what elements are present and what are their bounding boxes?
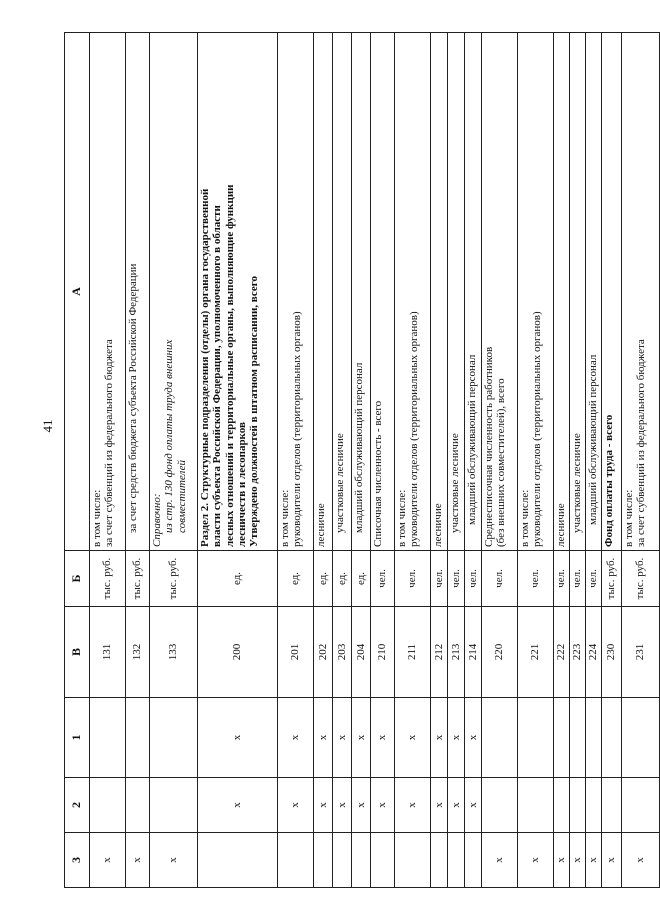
cell-c1 xyxy=(554,698,570,778)
cell-code: 213 xyxy=(448,607,465,698)
cell-indicator xyxy=(278,33,314,551)
cell-c3: х xyxy=(602,833,622,888)
cell-unit: ед. xyxy=(352,551,371,607)
cell-c2 xyxy=(622,778,660,833)
indicator-line: участковые лесничие xyxy=(571,433,583,533)
cell-indicator xyxy=(431,33,448,551)
cell-c3 xyxy=(395,833,431,888)
cell-c1 xyxy=(150,698,198,778)
cell-indicator xyxy=(554,33,570,551)
cell-c3 xyxy=(431,833,448,888)
cell-c1: х xyxy=(465,698,482,778)
cell-c2: х xyxy=(448,778,465,833)
indicator-line: совместителей xyxy=(175,460,188,533)
cell-unit: тыс. руб. xyxy=(622,551,660,607)
indicator-line: Справочно: xyxy=(151,493,163,547)
cell-c1 xyxy=(586,698,602,778)
cell-c3: х xyxy=(482,833,518,888)
cell-unit: тыс. руб. xyxy=(126,551,150,607)
cell-c1: х xyxy=(278,698,314,778)
cell-c1 xyxy=(482,698,518,778)
table-row xyxy=(90,33,126,888)
indicator-line: младший обслуживающий персонал xyxy=(587,354,599,525)
table-row xyxy=(198,33,278,888)
cell-c1 xyxy=(622,698,660,778)
cell-code: 223 xyxy=(570,607,586,698)
indicator-line: младший обслуживающий персонал xyxy=(466,354,478,525)
indicator-line: Фонд оплаты труда - всего xyxy=(603,414,615,547)
cell-c3 xyxy=(333,833,352,888)
cell-code: 222 xyxy=(554,607,570,698)
cell-c3 xyxy=(278,833,314,888)
indicator-line: из стр. 130 фонд оплаты труда внешних xyxy=(163,339,176,533)
table-row xyxy=(518,33,554,888)
table-row xyxy=(482,33,518,888)
cell-unit: ед. xyxy=(198,551,278,607)
table-row xyxy=(278,33,314,888)
cell-unit: чел. xyxy=(448,551,465,607)
cell-c2 xyxy=(90,778,126,833)
indicator-line: участковые лесничие xyxy=(334,433,346,533)
cell-c2 xyxy=(554,778,570,833)
indicator-line: лесничие xyxy=(432,503,444,547)
table-row xyxy=(554,33,570,888)
cell-unit: тыс. руб. xyxy=(602,551,622,607)
cell-c1: х xyxy=(198,698,278,778)
cell-indicator xyxy=(602,33,622,551)
cell-c2: х xyxy=(333,778,352,833)
table-row xyxy=(622,33,660,888)
cell-code: 221 xyxy=(518,607,554,698)
cell-indicator xyxy=(482,33,518,551)
cell-c2: х xyxy=(198,778,278,833)
table-row xyxy=(570,33,586,888)
cell-code: 212 xyxy=(431,607,448,698)
cell-c2: х xyxy=(395,778,431,833)
cell-indicator xyxy=(570,33,586,551)
cell-c2: х xyxy=(465,778,482,833)
table-row xyxy=(431,33,448,888)
column-header-6: 3 xyxy=(65,833,90,888)
cell-indicator xyxy=(465,33,482,551)
cell-unit: чел. xyxy=(395,551,431,607)
cell-unit: чел. xyxy=(465,551,482,607)
cell-code: 204 xyxy=(352,607,371,698)
indicator-line: Раздел 2. Структурные подразделения (отделы) органа государственной xyxy=(199,188,211,547)
indicator-line: руководители отделов (территориальных органов) xyxy=(291,311,304,547)
cell-c3 xyxy=(314,833,333,888)
column-header-2: Б xyxy=(65,551,90,607)
cell-c2 xyxy=(126,778,150,833)
cell-c1 xyxy=(602,698,622,778)
indicator-line: за счет субвенций из федерального бюджета xyxy=(635,339,648,547)
cell-c3: х xyxy=(90,833,126,888)
cell-indicator xyxy=(448,33,465,551)
cell-code: 220 xyxy=(482,607,518,698)
indicator-line: за счет субвенций из федерального бюджета xyxy=(103,339,116,547)
cell-c2 xyxy=(518,778,554,833)
indicator-line: в том числе: xyxy=(279,489,291,547)
cell-unit: чел. xyxy=(482,551,518,607)
indicator-line: лесничеств и лесопарков xyxy=(235,422,248,547)
cell-code: 224 xyxy=(586,607,602,698)
cell-code: 211 xyxy=(395,607,431,698)
indicator-line: за счет средств бюджета субъекта Российской Федерации xyxy=(127,263,139,533)
cell-unit: чел. xyxy=(431,551,448,607)
cell-indicator xyxy=(198,33,278,551)
column-header-3: В xyxy=(65,607,90,698)
table-body xyxy=(90,33,660,888)
indicator-line: участковые лесничие xyxy=(449,433,461,533)
cell-c2: х xyxy=(314,778,333,833)
table-row xyxy=(465,33,482,888)
cell-code: 133 xyxy=(150,607,198,698)
cell-indicator xyxy=(586,33,602,551)
cell-unit: чел. xyxy=(371,551,395,607)
cell-indicator xyxy=(371,33,395,551)
indicator-line: руководители отделов (территориальных органов) xyxy=(408,311,421,547)
cell-c3: х xyxy=(518,833,554,888)
table-row xyxy=(602,33,622,888)
cell-c2 xyxy=(586,778,602,833)
indicator-line: власти субъекта Российской Федерации, уполномоченного в области xyxy=(211,205,224,547)
column-header-1: А xyxy=(65,33,90,551)
indicator-line: (без внешних совместителей), всего xyxy=(495,378,508,547)
cell-c1: х xyxy=(431,698,448,778)
table-row xyxy=(586,33,602,888)
page-number: 41 xyxy=(40,419,55,433)
column-header-4: 1 xyxy=(65,698,90,778)
table-row xyxy=(333,33,352,888)
table-row xyxy=(126,33,150,888)
cell-indicator xyxy=(150,33,198,551)
cell-c1: х xyxy=(395,698,431,778)
cell-c1: х xyxy=(333,698,352,778)
table-row xyxy=(314,33,333,888)
cell-c3: х xyxy=(622,833,660,888)
cell-unit: чел. xyxy=(586,551,602,607)
cell-c2 xyxy=(150,778,198,833)
indicator-line: в том числе: xyxy=(91,489,103,547)
cell-unit: чел. xyxy=(554,551,570,607)
cell-unit: ед. xyxy=(314,551,333,607)
cell-c3 xyxy=(371,833,395,888)
cell-c3 xyxy=(448,833,465,888)
cell-c3: х xyxy=(554,833,570,888)
cell-code: 210 xyxy=(371,607,395,698)
cell-c2: х xyxy=(371,778,395,833)
indicator-line: Среднесписочная численность работников xyxy=(483,346,495,547)
cell-unit: чел. xyxy=(570,551,586,607)
cell-c1 xyxy=(90,698,126,778)
cell-c1 xyxy=(126,698,150,778)
cell-indicator xyxy=(518,33,554,551)
cell-c3 xyxy=(198,833,278,888)
cell-c2: х xyxy=(352,778,371,833)
table-row xyxy=(150,33,198,888)
indicator-line: в том числе: xyxy=(623,489,635,547)
cell-c3: х xyxy=(570,833,586,888)
cell-indicator xyxy=(314,33,333,551)
cell-c1: х xyxy=(314,698,333,778)
cell-c1: х xyxy=(371,698,395,778)
cell-unit: ед. xyxy=(333,551,352,607)
indicator-line: лесничие xyxy=(555,503,567,547)
indicator-line: младший обслуживающий персонал xyxy=(353,362,365,533)
cell-unit: тыс. руб. xyxy=(90,551,126,607)
table-row xyxy=(448,33,465,888)
report-table-container xyxy=(64,33,648,888)
indicator-line: Утверждено должностей в штатном расписании, всего xyxy=(248,276,261,547)
cell-c2: х xyxy=(431,778,448,833)
indicator-line: в том числе: xyxy=(396,489,408,547)
cell-c3: х xyxy=(586,833,602,888)
cell-code: 200 xyxy=(198,607,278,698)
table-row xyxy=(352,33,371,888)
cell-indicator xyxy=(622,33,660,551)
cell-c1 xyxy=(570,698,586,778)
cell-indicator xyxy=(90,33,126,551)
cell-c1 xyxy=(518,698,554,778)
table-row xyxy=(371,33,395,888)
cell-code: 201 xyxy=(278,607,314,698)
cell-indicator xyxy=(333,33,352,551)
cell-unit: ед. xyxy=(278,551,314,607)
cell-code: 131 xyxy=(90,607,126,698)
report-table xyxy=(64,32,660,888)
cell-c2 xyxy=(570,778,586,833)
indicator-line: лесничие xyxy=(315,503,327,547)
cell-indicator xyxy=(126,33,150,551)
cell-code: 203 xyxy=(333,607,352,698)
cell-code: 230 xyxy=(602,607,622,698)
header-row xyxy=(65,33,90,888)
cell-c2 xyxy=(602,778,622,833)
cell-c3: х xyxy=(150,833,198,888)
cell-unit: тыс. руб. xyxy=(150,551,198,607)
cell-code: 214 xyxy=(465,607,482,698)
cell-code: 202 xyxy=(314,607,333,698)
table-row xyxy=(395,33,431,888)
indicator-line: в том числе: xyxy=(519,489,531,547)
cell-indicator xyxy=(352,33,371,551)
cell-code: 231 xyxy=(622,607,660,698)
cell-c3 xyxy=(352,833,371,888)
cell-c3 xyxy=(465,833,482,888)
cell-c2: х xyxy=(278,778,314,833)
indicator-line: руководители отделов (территориальных органов) xyxy=(531,311,544,547)
cell-c3: х xyxy=(126,833,150,888)
indicator-line: Списочная численность - всего xyxy=(372,400,384,547)
cell-c2 xyxy=(482,778,518,833)
column-header-5: 2 xyxy=(65,778,90,833)
cell-unit: чел. xyxy=(518,551,554,607)
cell-c1: х xyxy=(352,698,371,778)
cell-code: 132 xyxy=(126,607,150,698)
indicator-line: лесных отношений и территориальные органы, выполняющие функции xyxy=(223,184,236,547)
cell-indicator xyxy=(395,33,431,551)
cell-c1: х xyxy=(448,698,465,778)
